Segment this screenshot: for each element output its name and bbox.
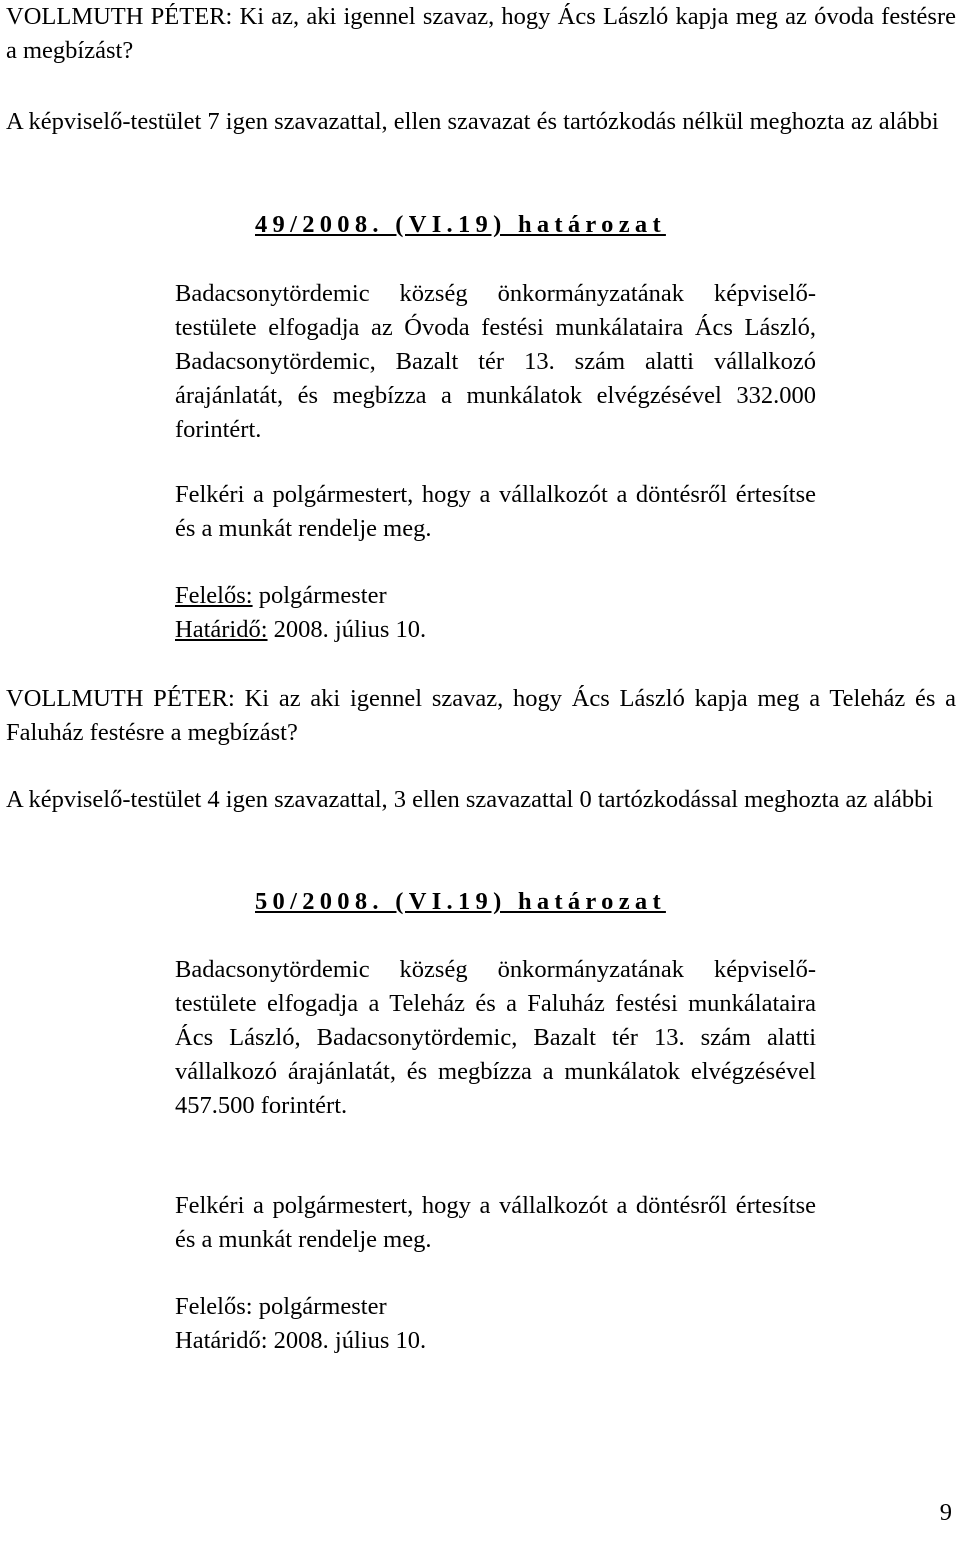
responsible-line-2: Felelős: polgármester: [175, 1293, 387, 1320]
resolution-body-2: Badacsonytördemic község önkormányzatának képviselő-testülete elfogadja a Teleház és a Faluház festési munkálataira Ács László, Badacsonytördemic, Bazalt tér 13. szám alatti vállalkozó árajánlatát, és megbízza a munkálatok elvégzésével 457.500 forintért.: [175, 956, 816, 1119]
question-2: VOLLMUTH PÉTER: Ki az aki igennel szavaz, hogy Ács László kapja meg a Teleház és a Faluház festésre a megbízást?: [6, 685, 956, 746]
responsible-line-1: [175, 579, 816, 613]
deadline-line-1: [175, 613, 816, 647]
page-number: 9: [939, 1499, 952, 1526]
resolution-meta-2: [175, 1290, 816, 1358]
deadline-label-1: Határidő:: [175, 616, 268, 643]
deadline-line-2: Határidő: 2008. július 10.: [175, 1327, 427, 1354]
resolution-request-2: Felkéri a polgármestert, hogy a vállalkozót a döntésről értesítse és a munkát rendelje meg.: [175, 1192, 816, 1253]
vote-result-1: A képviselő-testület 7 igen szavazattal, ellen szavazat és tartózkodás nélkül meghozta az alábbi: [6, 108, 939, 135]
resolution-title-2: 50/2008. (VI.19) határozat: [255, 888, 666, 915]
responsible-value-1: polgármester: [258, 582, 387, 609]
deadline-value-1: 2008. július 10.: [273, 616, 427, 643]
vote-result-2: A képviselő-testület 4 igen szavazattal, 3 ellen szavazattal 0 tartózkodással meghozta az alábbi: [6, 786, 934, 813]
responsible-label-1: Felelős:: [175, 582, 253, 609]
resolution-title-1: 49/2008. (VI.19) határozat: [255, 211, 666, 238]
resolution-body-1: Badacsonytördemic község önkormányzatának képviselő-testülete elfogadja az Óvoda festési munkálataira Ács László, Badacsonytördemic, Bazalt tér 13. szám alatti vállalkozó árajánlatát, és megbízza a munkálatok elvégzésével 332.000 forintért.: [175, 280, 816, 443]
resolution-request-1: Felkéri a polgármestert, hogy a vállalkozót a döntésről értesítse és a munkát rendelje meg.: [175, 481, 816, 542]
resolution-meta-1: [175, 579, 816, 647]
question-1: VOLLMUTH PÉTER: Ki az, aki igennel szavaz, hogy Ács László kapja meg az óvoda festésre a megbízást?: [6, 3, 956, 64]
